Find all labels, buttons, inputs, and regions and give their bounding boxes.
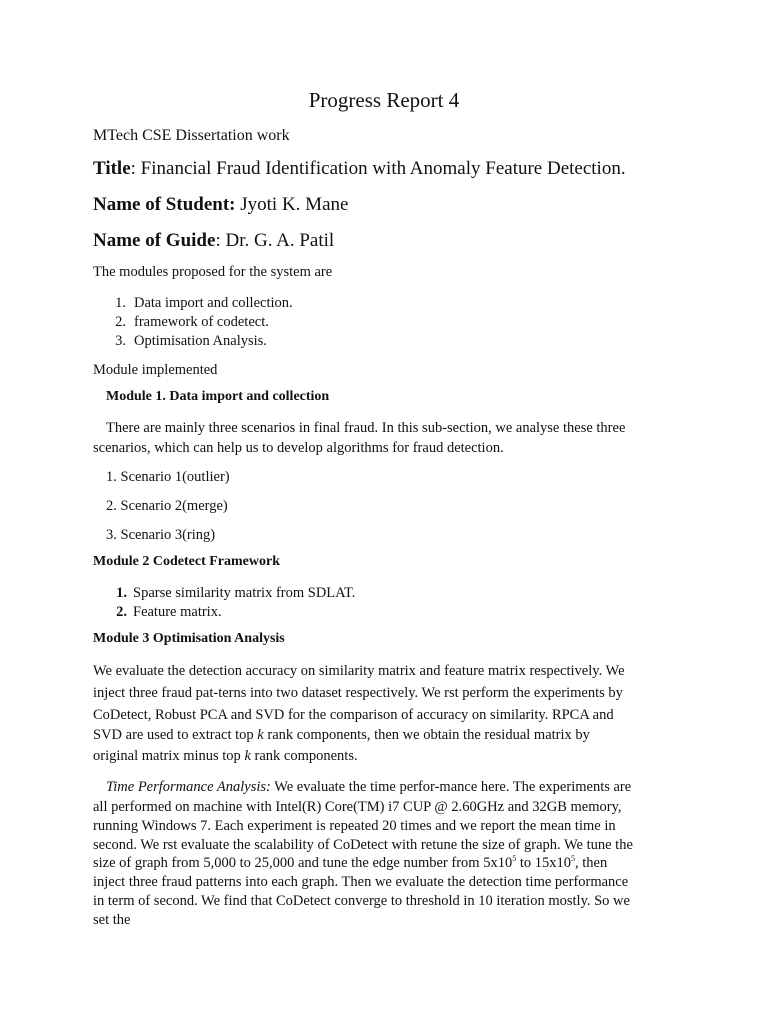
- time-analysis-line: set the: [93, 912, 131, 928]
- module3-para-line: original matrix minus top k rank components.: [93, 748, 358, 764]
- student-label: Name of Student:: [93, 194, 236, 215]
- scenario-item: 2. Scenario 2(merge): [106, 498, 228, 514]
- scenario-item: 3. Scenario 3(ring): [106, 527, 216, 543]
- modules-intro: The modules proposed for the system are: [93, 264, 333, 280]
- module1-heading: Module 1. Data import and collection: [106, 389, 330, 404]
- guide-value: : Dr. G. A. Patil: [215, 230, 335, 251]
- module-implemented-label: Module implemented: [93, 362, 218, 378]
- module3-para-line: SVD are used to extract top k rank components, then we obtain the residual matrix by: [93, 727, 590, 743]
- list-item: 3. Optimisation Analysis.: [115, 333, 267, 349]
- time-analysis-line: size of graph from 5,000 to 25,000 and tune the edge number from $5x10^5$ to $15x10^5$, then: [93, 854, 608, 871]
- list-item: 1. Sparse similarity matrix from SDLAT.: [116, 585, 356, 601]
- guide-label: Name of Guide: [93, 230, 216, 251]
- time-analysis-line: inject three fraud patterns into each graph. Then we evaluate the detection time performance: [93, 874, 629, 890]
- time-analysis-line: running Windows 7. Each experiment is repeated 20 times and we report the mean time in: [93, 818, 616, 834]
- student-value: Jyoti K. Mane: [235, 194, 349, 215]
- title-value: : Financial Fraud Identification with Anomaly Feature Detection.: [130, 158, 626, 179]
- subtitle: MTech CSE Dissertation work: [93, 127, 290, 144]
- module1-para-line: There are mainly three scenarios in final fraud. In this sub-section, we analyse these three: [106, 420, 626, 436]
- module2-heading: Module 2 Codetect Framework: [93, 554, 281, 569]
- time-analysis-line: all performed on machine with Intel(R) Core(TM) i7 CUP @ 2.60GHz and 32GB memory,: [93, 799, 622, 815]
- time-analysis-lead: Time Performance Analysis:: [106, 779, 271, 795]
- time-analysis-line: second. We rst evaluate the scalability of CoDetect with retune the size of graph. We tune the: [93, 837, 633, 853]
- module3-para-line: CoDetect, Robust PCA and SVD for the comparison of accuracy on similarity. RPCA and: [93, 707, 614, 723]
- module3-para-line: We evaluate the detection accuracy on similarity matrix and feature matrix respectively. We: [93, 663, 625, 679]
- student-line: [93, 194, 348, 216]
- guide-line: [93, 230, 334, 252]
- title-line: [93, 158, 626, 180]
- list-item: 2. Feature matrix.: [116, 604, 222, 620]
- module3-heading: Module 3 Optimisation Analysis: [93, 631, 285, 646]
- title-label: Title: [93, 158, 131, 179]
- time-analysis-line: Time Performance Analysis: We evaluate the time perfor-mance here. The experiments are: [106, 779, 632, 795]
- time-analysis-line: in term of second. We find that CoDetect converge to threshold in 10 iteration mostly. So we: [93, 893, 630, 909]
- list-item: 2. framework of codetect.: [115, 314, 269, 330]
- list-item: 1. Data import and collection.: [115, 295, 293, 311]
- scenario-item: 1. Scenario 1(outlier): [106, 469, 230, 485]
- module3-para-line: inject three fraud pat-terns into two dataset respectively. We rst perform the experiments by: [93, 685, 623, 701]
- page-title: Progress Report 4: [308, 88, 460, 112]
- module1-para-line: scenarios, which can help us to develop algorithms for fraud detection.: [93, 440, 504, 456]
